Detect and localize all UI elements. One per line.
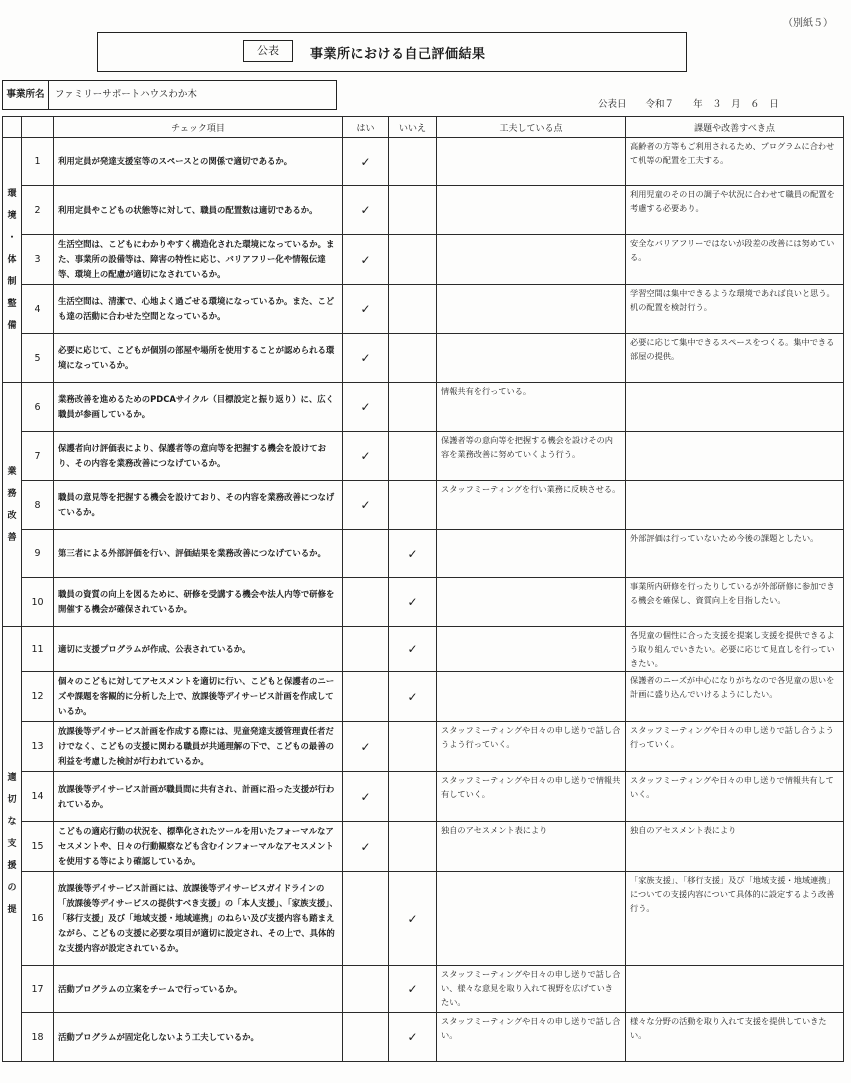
row-number: 8	[22, 481, 54, 530]
publication-badge: 公表	[243, 40, 293, 62]
no-checkmark: ✓	[389, 672, 437, 722]
table-header-row	[3, 117, 844, 138]
yes-checkmark: ✓	[343, 383, 389, 432]
table-row	[3, 672, 844, 722]
page-title: 事業所における自己評価結果	[310, 47, 486, 62]
effort-text: 保護者等の意向等を把握する機会を設けその内容を業務改善に努めていくよう行う。	[437, 432, 626, 481]
yes-checkmark: ✓	[343, 822, 389, 872]
effort-text: スタッフミーティングを行い業務に反映させる。	[437, 481, 626, 530]
issues-text	[626, 481, 844, 530]
header-blank-number	[22, 117, 54, 138]
no-checkmark	[389, 285, 437, 334]
table-row	[3, 235, 844, 285]
issues-text	[626, 383, 844, 432]
no-checkmark: ✓	[389, 578, 437, 627]
issues-text: 学習空間は集中できるような環境であれば良いと思う。机の配置を検討行う。	[626, 285, 844, 334]
table-row	[3, 1013, 844, 1062]
issues-text	[626, 432, 844, 481]
table-row	[3, 722, 844, 772]
yes-checkmark: ✓	[343, 285, 389, 334]
effort-text: スタッフミーティングや日々の申し送りで情報共有していく。	[437, 772, 626, 822]
issues-text: スタッフミーティングや日々の申し送りで話し合うよう行っていく。	[626, 722, 844, 772]
yes-checkmark	[343, 672, 389, 722]
check-item-text: 放課後等デイサービス計画には、放課後等デイサービスガイドラインの「放課後等デイサービスの提供すべき支援」の「本人支援」、「家族支援」、「移行支援」及び「地域支援・地域連携」のねらい及び支援内容も踏まえながら、こどもの支援に必要な項目が適切に設定され、その上で、具体的な支援内容が設定されているか。	[54, 872, 343, 966]
publish-day: ６	[750, 99, 760, 110]
row-number: 14	[22, 772, 54, 822]
effort-text	[437, 530, 626, 578]
no-checkmark	[389, 383, 437, 432]
publish-month: ３	[712, 99, 722, 110]
table-row	[3, 481, 844, 530]
effort-text: 独自のアセスメント表により	[437, 822, 626, 872]
row-number: 3	[22, 235, 54, 285]
header-check-item: チェック項目	[54, 117, 343, 138]
category-business-improvement: 業 務 改 善	[3, 383, 22, 627]
effort-text	[437, 872, 626, 966]
no-checkmark	[389, 334, 437, 383]
no-checkmark: ✓	[389, 627, 437, 672]
yes-checkmark: ✓	[343, 722, 389, 772]
effort-text	[437, 627, 626, 672]
issues-text: 各児童の個性に合った支援を提案し支援を提供できるよう取り組んでいきたい。必要に応じて見直しを行っていきたい。	[626, 627, 844, 672]
office-name-row	[2, 80, 337, 110]
yes-checkmark	[343, 872, 389, 966]
yes-checkmark	[343, 966, 389, 1013]
check-item-text: 保護者向け評価表により、保護者等の意向等を把握する機会を設けており、その内容を業務改善につなげているか。	[54, 432, 343, 481]
header-blank-category	[3, 117, 22, 138]
table-row	[3, 822, 844, 872]
effort-text: スタッフミーティングや日々の申し送りで話し合い、様々な意見を取り入れて視野を広げていきたい。	[437, 966, 626, 1013]
row-number: 2	[22, 186, 54, 235]
row-number: 10	[22, 578, 54, 627]
no-checkmark	[389, 186, 437, 235]
table-row	[3, 966, 844, 1013]
issues-text: 保護者のニーズが中心になりがちなので各児童の思いを計画に盛り込んでいけるようにしたい。	[626, 672, 844, 722]
issues-text: 高齢者の方等もご利用されるため、プログラムに合わせて机等の配置を工夫する。	[626, 138, 844, 186]
publish-era: 令和７	[645, 99, 675, 110]
yes-checkmark: ✓	[343, 235, 389, 285]
issues-text: 「家族支援」、「移行支援」及び「地域支援・地域連携」についての支援内容について具体的に設定するよう改善行う。	[626, 872, 844, 966]
row-number: 12	[22, 672, 54, 722]
row-number: 17	[22, 966, 54, 1013]
check-item-text: 第三者による外部評価を行い、評価結果を業務改善につなげているか。	[54, 530, 343, 578]
table-row	[3, 772, 844, 822]
header-no: いいえ	[389, 117, 437, 138]
no-checkmark	[389, 722, 437, 772]
table-row	[3, 432, 844, 481]
table-row	[3, 383, 844, 432]
no-checkmark	[389, 235, 437, 285]
issues-text: スタッフミーティングや日々の申し送りで情報共有していく。	[626, 772, 844, 822]
row-number: 1	[22, 138, 54, 186]
attachment-note: （別紙５）	[783, 18, 833, 29]
no-checkmark: ✓	[389, 1013, 437, 1062]
row-number: 16	[22, 872, 54, 966]
issues-text: 利用児童のその日の調子や状況に合わせて職員の配置を考慮する必要あり。	[626, 186, 844, 235]
row-number: 18	[22, 1013, 54, 1062]
check-item-text: 利用定員が発達支援室等のスペースとの関係で適切であるか。	[54, 138, 343, 186]
yes-checkmark: ✓	[343, 772, 389, 822]
row-number: 15	[22, 822, 54, 872]
yes-checkmark: ✓	[343, 334, 389, 383]
check-item-text: 適切に支援プログラムが作成、公表されているか。	[54, 627, 343, 672]
check-item-text: 生活空間は、こどもにわかりやすく構造化された環境になっているか。また、事業所の設備等は、障害の特性に応じ、バリアフリー化や情報伝達等、環境上の配慮が適切になされているか。	[54, 235, 343, 285]
issues-text: 必要に応じて集中できるスペースをつくる。集中できる部屋の提供。	[626, 334, 844, 383]
effort-text: スタッフミーティングや日々の申し送りで話し合い。	[437, 1013, 626, 1062]
issues-text: 様々な分野の活動を取り入れて支援を提供していきたい。	[626, 1013, 844, 1062]
publish-day-unit: 日	[769, 99, 779, 110]
no-checkmark: ✓	[389, 530, 437, 578]
effort-text	[437, 285, 626, 334]
row-number: 7	[22, 432, 54, 481]
check-item-text: こどもの適応行動の状況を、標準化されたツールを用いたフォーマルなアセスメントや、日々の行動観察なども含むインフォーマルなアセスメントを使用する等により確認しているか。	[54, 822, 343, 872]
category-environment: 環 境 ・ 体 制 整 備	[3, 138, 22, 383]
check-item-text: 職員の意見等を把握する機会を設けており、その内容を業務改善につなげているか。	[54, 481, 343, 530]
header-issues: 課題や改善すべき点	[626, 117, 844, 138]
no-checkmark	[389, 432, 437, 481]
yes-checkmark: ✓	[343, 186, 389, 235]
check-item-text: 必要に応じて、こどもが個別の部屋や場所を使用することが認められる環境になっているか。	[54, 334, 343, 383]
check-item-text: 生活空間は、清潔で、心地よく過ごせる環境になっているか。また、こども達の活動に合わせた空間となっているか。	[54, 285, 343, 334]
check-item-text: 職員の資質の向上を図るために、研修を受講する機会や法人内等で研修を開催する機会が確保されているか。	[54, 578, 343, 627]
header-yes: はい	[343, 117, 389, 138]
check-item-text: 活動プログラムが固定化しないよう工夫しているか。	[54, 1013, 343, 1062]
effort-text	[437, 578, 626, 627]
yes-checkmark	[343, 627, 389, 672]
effort-text: 情報共有を行っている。	[437, 383, 626, 432]
yes-checkmark	[343, 530, 389, 578]
issues-text: 事業所内研修を行ったりしているが外部研修に参加できる機会を確保し、資質向上を目指したい。	[626, 578, 844, 627]
table-row	[3, 578, 844, 627]
check-item-text: 利用定員やこどもの状態等に対して、職員の配置数は適切であるか。	[54, 186, 343, 235]
table-row	[3, 334, 844, 383]
effort-text	[437, 235, 626, 285]
table-row	[3, 138, 844, 186]
check-item-text: 業務改善を進めるためのPDCAサイクル（目標設定と振り返り）に、広く職員が参画しているか。	[54, 383, 343, 432]
no-checkmark	[389, 822, 437, 872]
row-number: 11	[22, 627, 54, 672]
effort-text: スタッフミーティングや日々の申し送りで話し合うよう行っていく。	[437, 722, 626, 772]
issues-text: 安全なバリアフリーではないが段差の改善には努めている。	[626, 235, 844, 285]
table-row	[3, 186, 844, 235]
yes-checkmark	[343, 578, 389, 627]
no-checkmark	[389, 138, 437, 186]
check-item-text: 放課後等デイサービス計画を作成する際には、児童発達支援管理責任者だけでなく、こどもの支援に関わる職員が共通理解の下で、こどもの最善の利益を考慮した検討が行われているか。	[54, 722, 343, 772]
table-row	[3, 872, 844, 966]
row-number: 9	[22, 530, 54, 578]
no-checkmark: ✓	[389, 872, 437, 966]
effort-text	[437, 334, 626, 383]
row-number: 13	[22, 722, 54, 772]
effort-text	[437, 138, 626, 186]
no-checkmark	[389, 481, 437, 530]
effort-text	[437, 186, 626, 235]
header-effort: 工夫している点	[437, 117, 626, 138]
issues-text: 独自のアセスメント表により	[626, 822, 844, 872]
category-appropriate-support: 適 切 な 支 援 の 提	[3, 627, 22, 1062]
row-number: 6	[22, 383, 54, 432]
effort-text	[437, 672, 626, 722]
publish-year-unit: 年	[693, 99, 703, 110]
table-row	[3, 285, 844, 334]
issues-text	[626, 966, 844, 1013]
issues-text: 外部評価は行っていないため今後の課題としたい。	[626, 530, 844, 578]
title-box	[97, 32, 687, 72]
check-item-text: 活動プログラムの立案をチームで行っているか。	[54, 966, 343, 1013]
no-checkmark	[389, 772, 437, 822]
table-row	[3, 627, 844, 672]
no-checkmark: ✓	[389, 966, 437, 1013]
row-number: 5	[22, 334, 54, 383]
table-row	[3, 530, 844, 578]
yes-checkmark	[343, 1013, 389, 1062]
evaluation-table	[2, 116, 844, 1062]
publish-date-label: 公表日	[598, 99, 627, 110]
office-name-label: 事業所名	[3, 81, 49, 109]
publish-month-unit: 月	[731, 99, 741, 110]
check-item-text: 個々のこどもに対してアセスメントを適切に行い、こどもと保護者のニーズや課題を客観的に分析した上で、放課後等デイサービス計画を作成しているか。	[54, 672, 343, 722]
check-item-text: 放課後等デイサービス計画が職員間に共有され、計画に沿った支援が行われているか。	[54, 772, 343, 822]
yes-checkmark: ✓	[343, 432, 389, 481]
office-name-value: ファミリーサポートハウスわか木	[55, 89, 197, 100]
publish-date	[598, 96, 779, 110]
row-number: 4	[22, 285, 54, 334]
yes-checkmark: ✓	[343, 481, 389, 530]
yes-checkmark: ✓	[343, 138, 389, 186]
